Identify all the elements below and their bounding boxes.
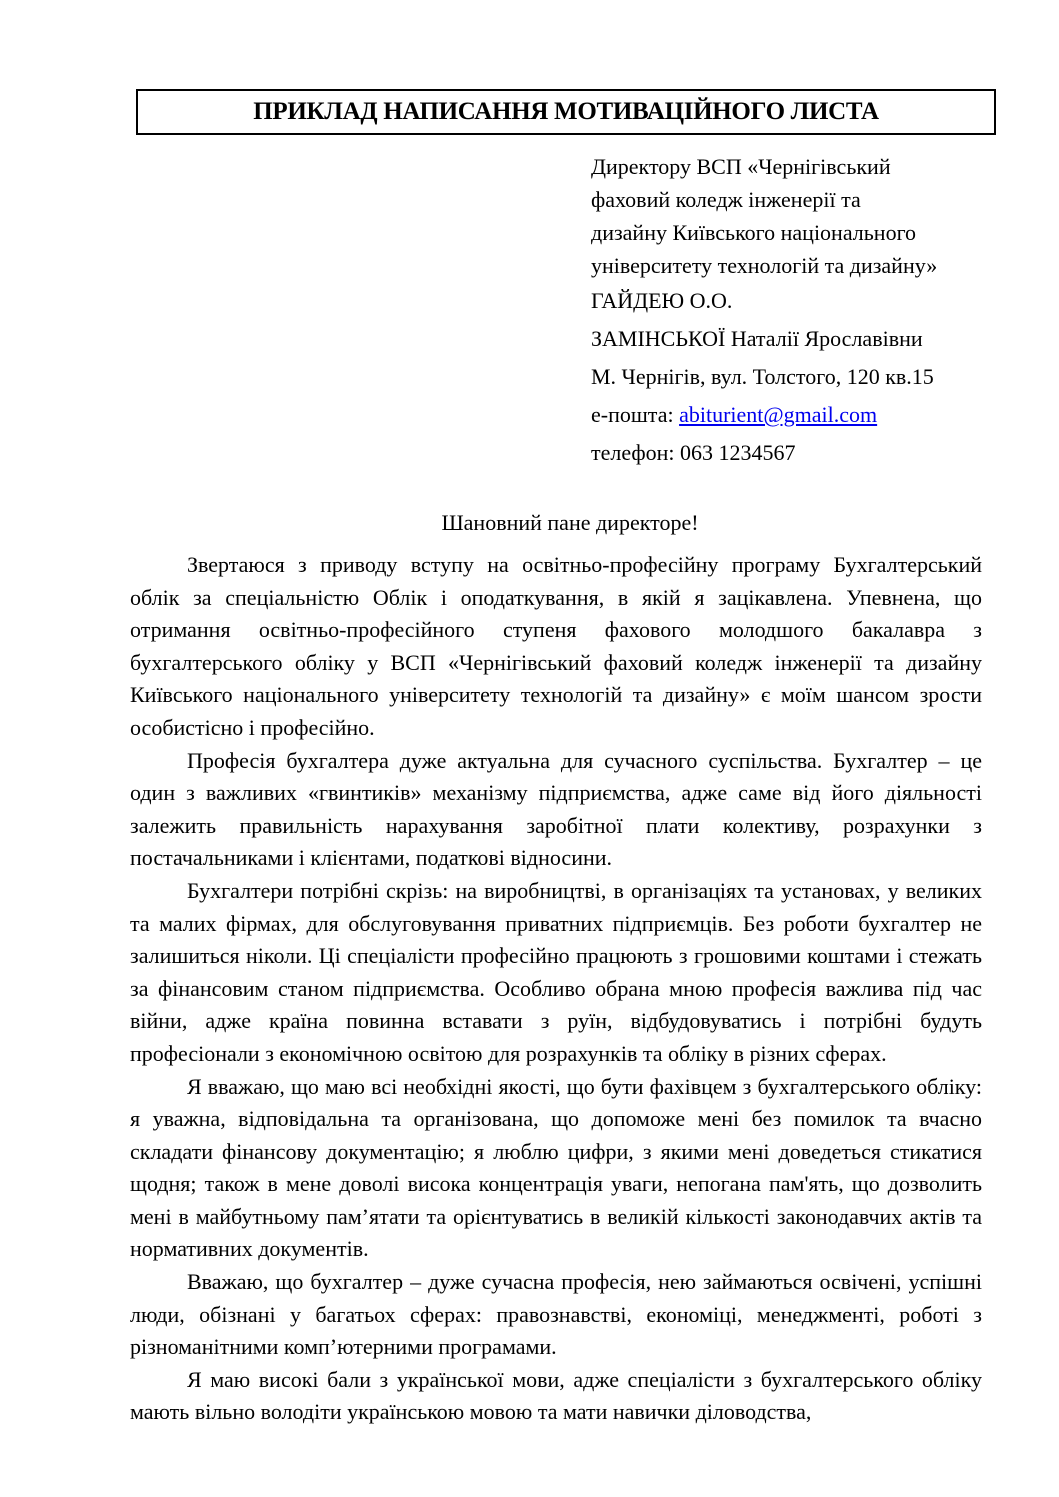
email-link[interactable]: abiturient@gmail.com [679,402,878,427]
paragraph: Звертаюся з приводу вступу на освітньо-професійну програму Бухгалтерський облік за спеціальністю Облік і оподаткування, в якій я зацікавлена. Упевнена, що отримання освітньо-професійного ступеня фахового молодшого бакалавра з бухгалтерського обліку у ВСП «Чернігівський фаховий коледж інженерії та дизайну Київського національного університету технологій та дизайну» є моїм шансом зрости особистісно і професійно. [130,552,982,740]
email-label: е-пошта: [591,402,680,427]
document-title-box [136,89,996,135]
document-title: ПРИКЛАД НАПИСАННЯ МОТИВАЦІЙНОГО ЛИСТА [253,98,879,125]
paragraph: Я вважаю, що маю всі необхідні якості, що бути фахівцем з бухгалтерського обліку: я уважна, відповідальна та організована, що допоможе мені без помилок та вчасно складати фінансову документацію; я люблю цифри, з якими мені доведеться стикатися щодня; також в мене доволі висока концентрація уваги, непогана пам'ять, що дозволить мені в майбутньому пам’ятати та орієнтуватись в великій кількості законодавчих актів та нормативних документів. [130,1073,982,1262]
paragraph: Вважаю, що бухгалтер – дуже сучасна професія, нею займаються освічені, успішні люди, обізнані у багатьох сферах: правознавстві, економіці, менеджменті, роботі з різноманітними комп’ютерними програмами. [130,1269,982,1360]
addressee-line: дизайну Київського національного [591,220,917,245]
sender-email-line [591,396,1011,434]
addressee-line: Директору ВСП «Чернігівський [591,154,891,179]
paragraph: Бухгалтери потрібні скрізь: на виробництві, в організаціях та установах, у великих та малих фірмах, для обслуговування приватних підприємців. Без роботи бухгалтер не залишиться ніколи. Ці спеціалісти професійно працюють з грошовими коштами і стежать за фінансовим станом підприємства. Особливо обрана мною професія важлива під час війни, адже країна повинна вставати з руїн, відбудовуватись і потрібні будуть професіонали з економічною освітою для розрахунків та обліку в різних сферах. [130,877,982,1066]
addressee-line: фаховий коледж інженерії та [591,187,861,212]
sender-address: М. Чернігів, вул. Толстого, 120 кв.15 [591,364,934,389]
addressee-name: ГАЙДЕЮ О.О. [591,288,733,313]
letter-body [130,549,982,1429]
sender-name: ЗАМІНСЬКОЇ Наталії Ярославівни [591,326,923,351]
paragraph: Я маю високі бали з української мови, адже спеціалісти з бухгалтерського обліку мають вільно володіти українською мовою та мати навички діловодства, [130,1366,982,1425]
paragraph: Професія бухгалтера дуже актуальна для сучасного суспільства. Бухгалтер – це один з важливих «гвинтиків» механізму підприємства, адже саме від його діяльності залежить правильність нарахування заробітної плати колективу, розрахунки з постачальниками і клієнтами, податкові відносини. [130,747,982,871]
sender-phone: телефон: 063 1234567 [591,440,796,465]
greeting: Шановний пане директоре! [441,510,699,535]
addressee-line: університету технологій та дизайну» [591,253,938,278]
address-block [591,150,1011,472]
